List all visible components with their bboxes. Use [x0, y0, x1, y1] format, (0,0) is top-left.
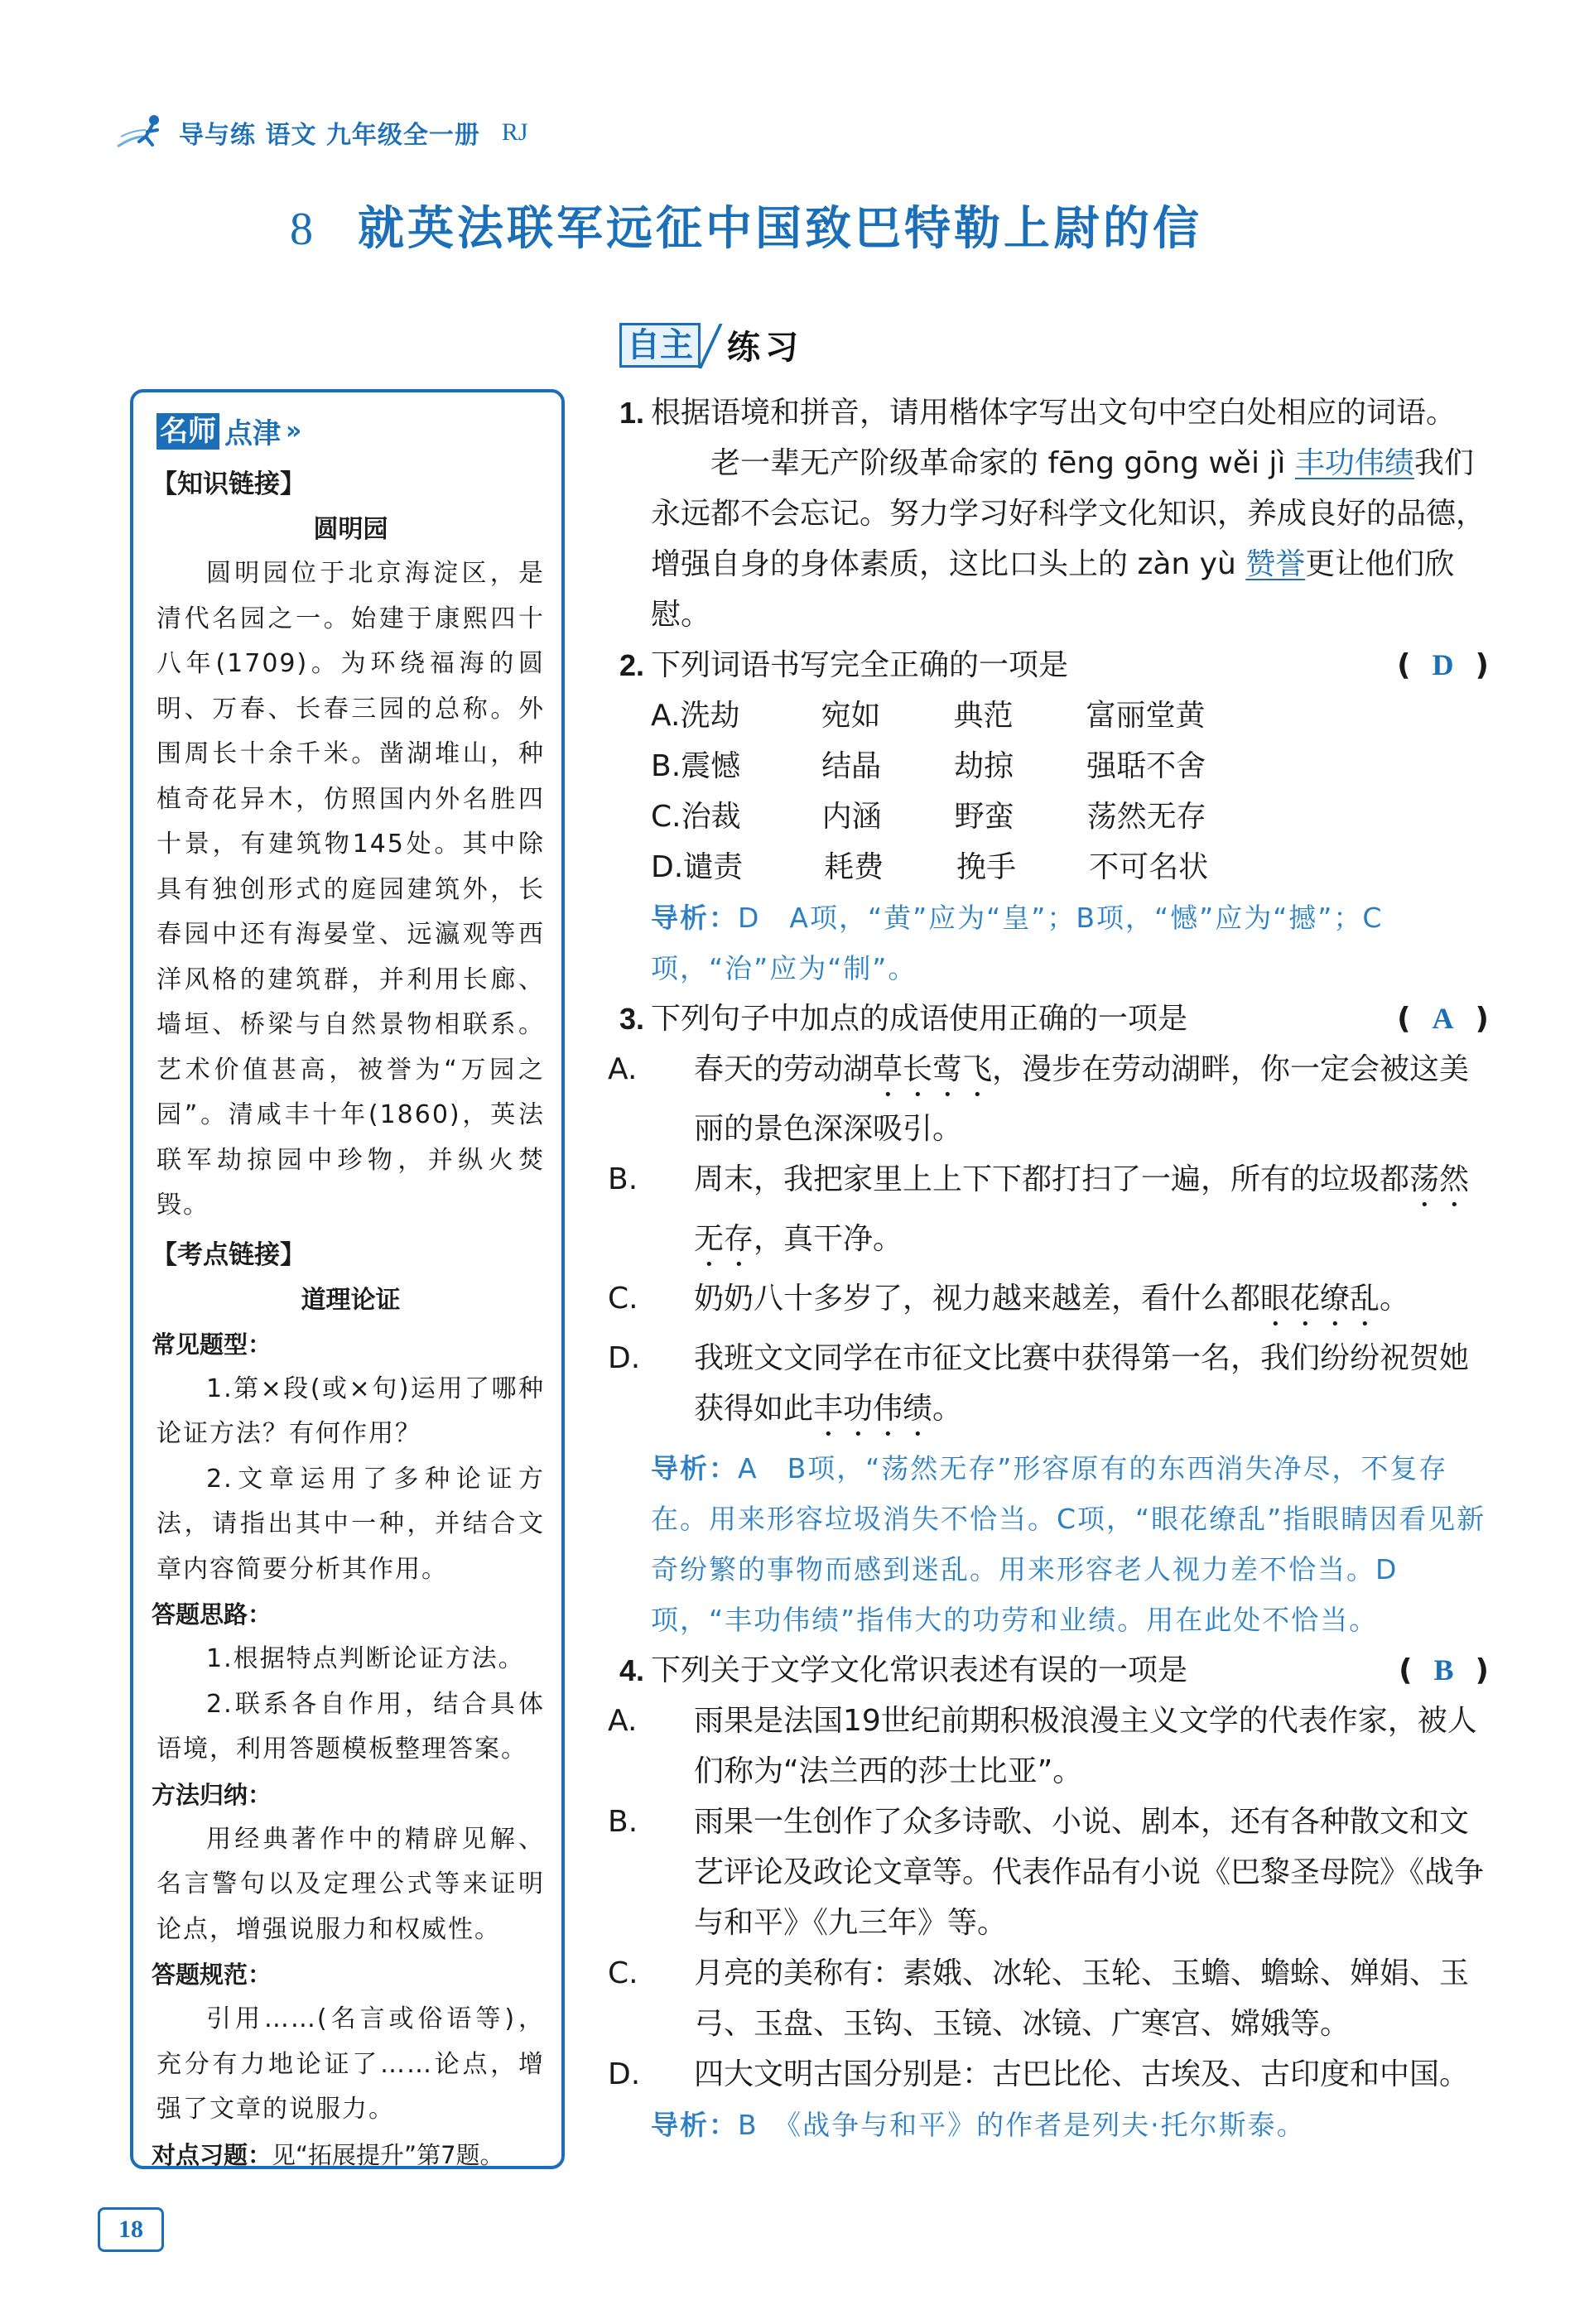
knowledge-heading: 【知识链接】 — [152, 469, 306, 499]
answer-value: A — [1432, 1002, 1454, 1035]
method-label: 方法归纳： — [152, 1780, 272, 1809]
lesson-title — [290, 192, 1202, 258]
option-row — [619, 842, 1497, 893]
option-label: A. — [608, 1052, 638, 1086]
practice-label: 对点习题： — [152, 2140, 272, 2169]
option-label: D. — [608, 2057, 641, 2091]
question-stem: 下列句子中加点的成语使用正确的一项是 — [651, 1002, 1188, 1036]
option-word: 治裁 — [681, 800, 741, 834]
option-b — [608, 1154, 1497, 1273]
question-number: 1. — [619, 396, 645, 430]
analysis-text — [619, 893, 1497, 994]
option-word: 不可名状 — [1089, 850, 1209, 884]
text-fragment: 我们永远都不会忘记。努力学习好科学文化知识，养成良好的品德，增强自身的身体素质，这比口头上的 zàn yù — [651, 446, 1486, 581]
option-label: B. — [608, 1162, 638, 1196]
answer-value: D — [1432, 648, 1454, 681]
dotted-idiom: 荡然无存 — [694, 1162, 1470, 1256]
option-c — [608, 1273, 1497, 1333]
lesson-title-text: 就英法联军远征中国致巴特勒上尉的信 — [358, 202, 1202, 256]
header-text: 导与练 语文 九年级全一册 — [179, 121, 480, 150]
option-word: 富丽堂黄 — [1086, 699, 1206, 733]
practice-text: 见“拓展提升”第7题。 — [272, 2140, 504, 2169]
text-fragment: ，真干净。 — [754, 1222, 903, 1256]
option-word: 洗劫 — [680, 699, 740, 733]
filled-answer: 赞誉 — [1245, 547, 1306, 581]
badge-main: 名师 — [157, 413, 219, 450]
common-item-2: 2.文章运用了多种论证方法，请指出其中一种，并结合文章内容简要分析其作用。 — [157, 1464, 545, 1584]
option-label: B. — [608, 1805, 638, 1839]
option-text: 月亮的美称有：素娥、冰轮、玉轮、玉蟾、蟾蜍、婵娟、玉弓、玉盘、玉钩、玉镜、冰镜、广寒宫、嫦娥等。 — [694, 1956, 1470, 2041]
option-word: 劫掠 — [954, 749, 1014, 783]
text-fragment: 春天的劳动湖 — [694, 1052, 874, 1086]
option-label: D. — [608, 1341, 641, 1375]
option-text: 雨果一生创作了众多诗歌、小说、剧本，还有各种散文和文艺评论及政论文章等。代表作品有小说《巴黎圣母院》《战争与和平》《九三年》等。 — [694, 1805, 1485, 1940]
question-number: 3. — [619, 1002, 645, 1036]
analysis-body: D A项，“黄”应为“皇”；B项，“憾”应为“撼”；C项，“治”应为“制”。 — [651, 902, 1384, 984]
option-a — [608, 1696, 1497, 1797]
question-3 — [608, 994, 1497, 1645]
option-word: 荡然无存 — [1086, 800, 1206, 834]
lesson-number: 8 — [290, 204, 316, 255]
option-label: C. — [608, 1956, 638, 1990]
idea-item-1: 1.根据特点判断论证方法。 — [206, 1644, 525, 1673]
exam-title: 道理论证 — [301, 1285, 401, 1315]
dotted-idiom: 眼花缭乱 — [1260, 1282, 1380, 1316]
analysis-body: A B项，“荡然无存”形容原有的东西消失净尽，不复存在。用来形容垃圾消失不恰当。C项，“眼花缭乱”指眼睛因看见新奇纷繁的事物而感到迷乱。用来形容老人视力差不恰当。D项，“丰功伟绩”指伟大的功劳和业绩。用在此处不恰当。 — [651, 1452, 1486, 1636]
option-word: 震憾 — [681, 749, 741, 783]
idea-label: 答题思路： — [152, 1600, 272, 1629]
option-word: 强聒不舍 — [1086, 749, 1206, 783]
option-label: D. — [651, 850, 684, 884]
dotted-idiom: 草长莺飞 — [873, 1052, 993, 1086]
analysis-text — [619, 1443, 1497, 1645]
question-stem: 根据语境和拼音，请用楷体字写出文句中空白处相应的词语。 — [651, 396, 1457, 430]
analysis-text — [619, 2100, 1497, 2150]
knowledge-title: 圆明园 — [313, 515, 388, 544]
option-word: 谴责 — [683, 850, 744, 884]
question-number: 4. — [619, 1653, 645, 1687]
option-row — [619, 792, 1497, 842]
question-stem: 下列关于文学文化常识表述有误的一项是 — [651, 1653, 1188, 1687]
question-number: 2. — [619, 648, 645, 682]
option-text: 雨果是法国19世纪前期积极浪漫主义文学的代表作家，被人们称为“法兰西的莎士比亚”。 — [694, 1704, 1477, 1788]
analysis-key: 导析： — [651, 2109, 738, 2141]
page-header — [116, 108, 528, 157]
section-heading — [619, 321, 803, 368]
method-text: 用经典著作中的精辟见解、名言警句以及定理公式等来证明论点，增强说服力和权威性。 — [157, 1824, 545, 1944]
common-label: 常见题型： — [152, 1330, 272, 1359]
filled-answer: 丰功伟绩 — [1294, 446, 1414, 480]
text-fragment: 。 — [1380, 1282, 1410, 1316]
section-slash — [701, 325, 722, 365]
option-label: A. — [651, 699, 681, 733]
answer-value: B — [1433, 1653, 1454, 1686]
option-word: 内涵 — [821, 800, 882, 834]
section-box: 自主 — [619, 323, 701, 368]
option-word: 挽手 — [956, 850, 1017, 884]
badge-arrows-icon: » — [286, 416, 302, 445]
option-c — [608, 1948, 1497, 2049]
text-fragment: 周末，我把家里上上下下都打扫了一遍，所有的垃圾都 — [694, 1162, 1410, 1196]
option-word: 耗费 — [824, 850, 884, 884]
option-a — [608, 1044, 1497, 1154]
text-fragment: 。 — [932, 1392, 963, 1426]
option-d — [608, 2049, 1497, 2100]
question-body — [619, 438, 1497, 640]
sidebar-badge — [157, 411, 545, 451]
practice-line — [152, 2133, 545, 2177]
text-fragment: 更让他们欣慰。 — [651, 547, 1455, 632]
section-word: 练习 — [727, 329, 803, 367]
exercise-column — [608, 387, 1497, 2150]
answer-bracket: ( B ) — [1399, 1653, 1489, 1687]
exam-heading: 【考点链接】 — [152, 1239, 306, 1270]
text-fragment: 老一辈无产阶级革命家的 fēng gōng wěi jì — [710, 446, 1295, 480]
teacher-tips-sidebar — [130, 389, 565, 2169]
option-label: C. — [651, 800, 681, 834]
analysis-key: 导析： — [651, 902, 738, 934]
option-d — [608, 1333, 1497, 1443]
norm-text: 引用……(名言或俗语等)，充分有力地论证了……论点，增强了文章的说服力。 — [157, 2004, 545, 2124]
dotted-idiom: 丰功伟绩 — [813, 1392, 933, 1426]
option-row — [619, 690, 1497, 741]
text-fragment: ，漫步在劳动湖畔，你一定会被这美丽的景色深深吸引。 — [694, 1052, 1470, 1146]
page-number: 18 — [98, 2207, 164, 2252]
question-1 — [619, 387, 1497, 640]
badge-sub: 点津 — [224, 417, 281, 450]
text-fragment: 奶奶八十多岁了，视力越来越差，看什么都 — [694, 1282, 1261, 1316]
question-stem: 下列词语书写完全正确的一项是 — [651, 648, 1069, 682]
idea-item-2: 2.联系各自作用，结合具体语境，利用答题模板整理答案。 — [157, 1689, 545, 1763]
option-text: 四大文明古国分别是：古巴比伦、古埃及、古印度和中国。 — [694, 2057, 1470, 2091]
analysis-key: 导析： — [651, 1452, 738, 1484]
answer-bracket: ( A ) — [1397, 1002, 1489, 1036]
option-row — [619, 741, 1497, 792]
option-word: 结晶 — [821, 749, 882, 783]
option-b — [608, 1797, 1497, 1948]
common-item-1: 1.第×段(或×句)运用了哪种论证方法？有何作用？ — [157, 1374, 545, 1448]
knowledge-text: 圆明园位于北京海淀区，是清代名园之一。始建于康熙四十八年(1709)。为环绕福海的圆明、万春、长春三园的总称。外围周长十余千米。凿湖堆山，种植奇花异木，仿照国内外名胜四十景，有建筑物145处。其中除具有独创形式的庭园建筑外，长春园中还有海晏堂、远瀛观等西洋风格的建筑群，并利用长廊、墙垣、桥梁与自然景物相联系。艺术价值甚高，被誉为“万园之园”。清咸丰十年(1860)，英法联军劫掠园中珍物，并纵火焚毁。 — [157, 559, 545, 1220]
option-label: B. — [651, 749, 681, 783]
question-4 — [608, 1645, 1497, 2150]
option-label: C. — [608, 1282, 638, 1316]
option-word: 典范 — [953, 699, 1014, 733]
runner-logo-icon — [116, 112, 166, 153]
option-label: A. — [608, 1704, 638, 1738]
option-word: 野蛮 — [954, 800, 1014, 834]
header-edition: RJ — [501, 118, 528, 146]
answer-bracket: ( D ) — [1397, 648, 1489, 682]
question-2 — [619, 640, 1497, 994]
text-fragment: 我班文文同学在市征文比赛中获得第一名，我们纷纷祝贺她获得如此 — [694, 1341, 1470, 1426]
option-word: 宛如 — [821, 699, 881, 733]
norm-label: 答题规范： — [152, 1961, 272, 1989]
analysis-body: B 《战争与和平》的作者是列夫·托尔斯泰。 — [738, 2109, 1306, 2141]
